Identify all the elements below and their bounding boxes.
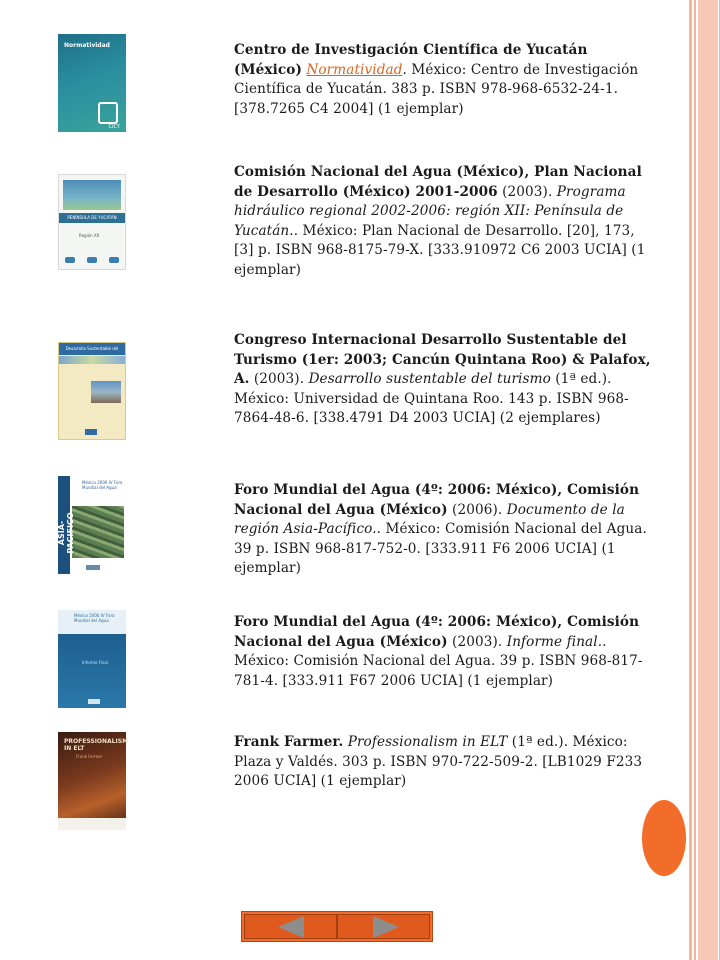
entry-details: . México: Centro de Investigación Científica de Yucatán. 383 p. ISBN 978-968-6532-24-1. [378.7265 C4 2004] (1 ejemplar) — [234, 61, 639, 117]
book-cover — [58, 610, 126, 708]
entry-year: (2003). — [249, 371, 309, 387]
entry-citation — [234, 733, 656, 792]
cover-title: Normatividad — [64, 42, 110, 49]
cover-header: México 2006 IV Foro Mundial del Agua — [82, 480, 123, 490]
entry-year: (2003). — [447, 633, 507, 650]
book-cover — [58, 34, 126, 132]
decorative-stripe — [698, 0, 718, 960]
entry-author: Foro Mundial del Agua (4º: 2006: México), Comisión Nacional del Agua (México) — [234, 482, 640, 518]
cover-logo-text: CICY — [108, 124, 120, 130]
cover-image — [91, 381, 121, 403]
cover-title: ASIA-PACIFICO — [57, 512, 75, 554]
entry-citation — [234, 41, 656, 119]
entry-citation — [234, 331, 656, 429]
entry-title: Informe final. — [506, 633, 603, 650]
cover-author: Frank Farmer — [76, 754, 103, 759]
entry-author: Centro de Investigación Científica de Yucatán (México) — [234, 42, 588, 78]
entry-title: Programa hidráulico regional 2002-2006: región XII: Península de Yucatán. — [234, 183, 626, 239]
cover-image — [72, 506, 124, 558]
cover-title: PROFESSIONALISM IN ELT — [64, 738, 129, 752]
cover-footer — [58, 818, 126, 830]
book-cover — [58, 476, 126, 574]
decorative-stripe — [694, 0, 696, 960]
entry-citation — [234, 481, 656, 579]
entry-title: Documento de la región Asia-Pacífico. — [234, 501, 625, 537]
arrow-right-icon — [373, 916, 399, 938]
logo-icon — [87, 257, 97, 263]
cover-image — [63, 180, 121, 210]
logo-icon — [85, 429, 97, 435]
entry-details: (1ª ed.). México: Universidad de Quintana Roo. 143 p. ISBN 968-7864-48-6. [338.4791 D4 2003 UCIA] (2 ejemplares) — [234, 371, 629, 426]
logo-icon — [65, 257, 75, 263]
book-cover — [58, 174, 126, 270]
entry-details: (1ª ed.). México: Plaza y Valdés. 303 p. ISBN 970-722-509-2. [LB1029 F233 2006 UCIA] (1 ejemplar) — [234, 734, 643, 789]
entry-details: . México: Comisión Nacional del Agua. 39 p. ISBN 968-817-752-0. [333.911 F6 2006 UCIA] (1 ejemplar) — [234, 521, 647, 576]
decorative-oval — [642, 800, 686, 876]
entry-details: . México: Plan Nacional de Desarrollo. [20], 173, [3] p. ISBN 968-8175-79-X. [333.910972 C6 2003 UCIA] (1 ejemplar) — [234, 222, 646, 278]
entry-title: Professionalism in ELT — [347, 734, 508, 750]
entry-author: Comisión Nacional del Agua (México), Plan Nacional de Desarrollo (México) 2001-2006 — [234, 164, 642, 200]
slide-navigation — [241, 911, 433, 942]
next-button[interactable] — [337, 914, 430, 939]
cover-region: Región XII — [79, 233, 100, 238]
book-cover — [58, 342, 126, 440]
entry-citation — [234, 613, 656, 691]
entry-title: Desarrollo sustentable del turismo — [308, 371, 551, 387]
cover-title: Desarrollo Sustentable del — [59, 343, 125, 355]
entry-details: . México: Comisión Nacional del Agua. 39 p. ISBN 968-817-781-4. [333.911 F67 2006 UCIA] (1 ejemplar) — [234, 633, 643, 689]
cover-label: Informe Final — [82, 660, 108, 665]
entry-year: (2006). — [447, 501, 507, 518]
logo-icon — [86, 565, 100, 570]
cover-title: PENÍNSULA DE YUCATÁN — [59, 213, 125, 223]
decorative-stripe — [689, 0, 692, 960]
entry-citation — [234, 163, 656, 280]
arrow-left-icon — [278, 916, 304, 938]
logo-icon — [98, 102, 118, 124]
logo-icon — [88, 699, 100, 704]
cover-header: México 2006 IV Foro Mundial del Agua — [74, 613, 115, 623]
logo-icon — [109, 257, 119, 263]
entry-author: Frank Farmer. — [234, 734, 344, 750]
previous-button[interactable] — [244, 914, 337, 939]
entry-author: Congreso Internacional Desarrollo Sustentable del Turismo (1er: 2003; Cancún Quintana Roo) & Palafox, A. — [234, 332, 651, 387]
entry-year: (2003). — [497, 183, 557, 200]
entry-title-link[interactable]: Normatividad — [306, 61, 403, 78]
book-cover — [58, 732, 129, 830]
cover-image — [59, 356, 125, 364]
entry-author: Foro Mundial del Agua (4º: 2006: México), Comisión Nacional del Agua (México) — [234, 614, 640, 650]
